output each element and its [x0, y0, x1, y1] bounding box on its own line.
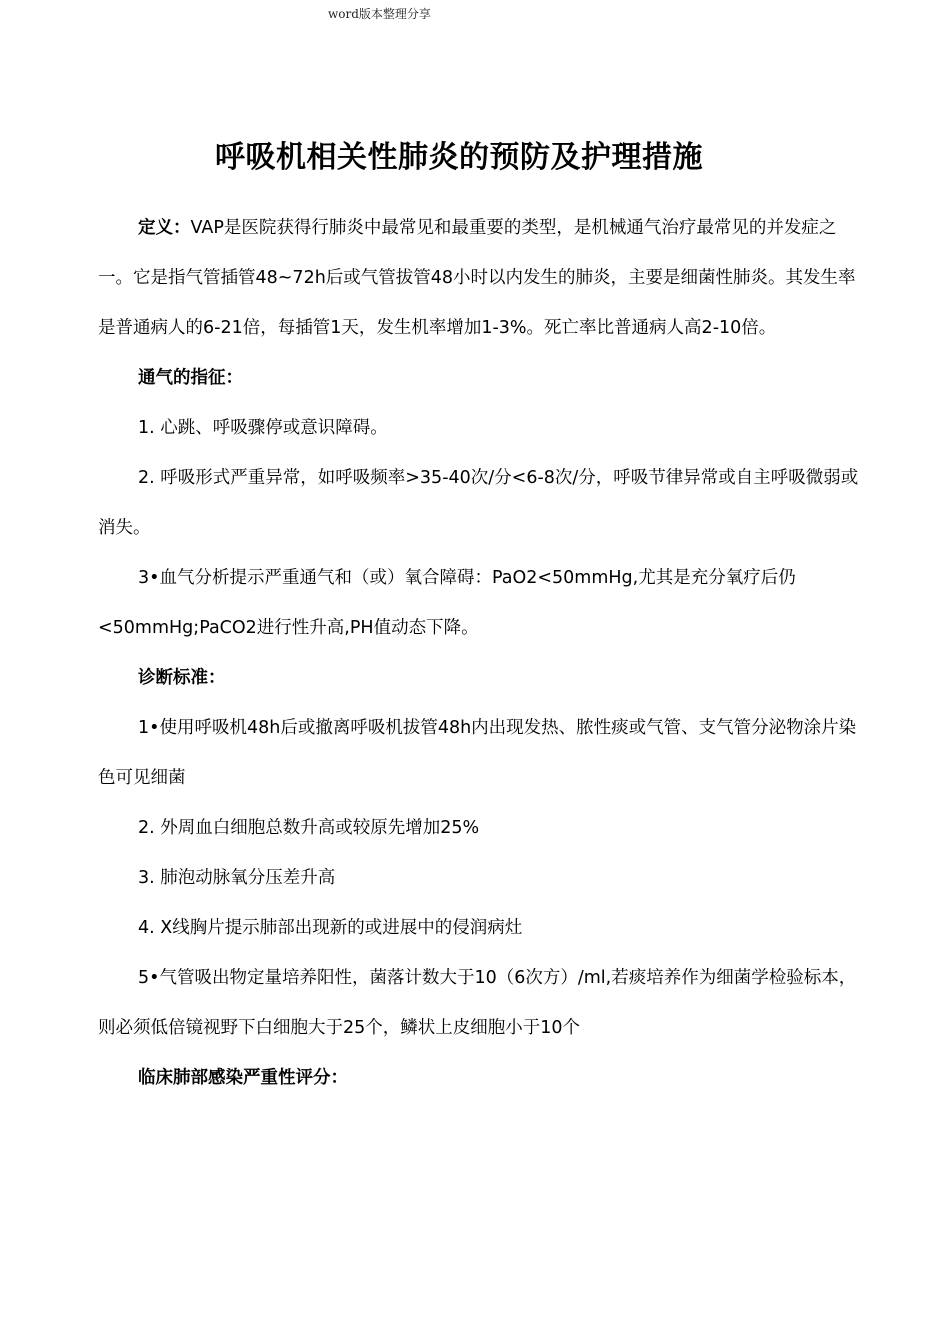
ventilation-indications-heading: 通气的指征： — [138, 368, 243, 388]
clinical-score-heading: 临床肺部感染严重性评分： — [138, 1068, 348, 1088]
definition-label: 定义： — [138, 218, 191, 238]
list-item: 2. 外周血白细胞总数升高或较原先增加25% — [138, 818, 480, 838]
list-item: 2. 呼吸形式严重异常，如呼吸频率>35-40次/分<6-8次/分，呼吸节律异常或自主呼吸微弱或消失。 — [98, 468, 859, 538]
document-title: 呼吸机相关性肺炎的预防及护理措施 — [215, 140, 703, 175]
diagnostic-criteria-heading: 诊断标准： — [138, 668, 226, 688]
definition-text: VAP是医院获得行肺炎中最常见和最重要的类型，是机械通气治疗最常见的并发症之一。它是指气管插管48~72h后或气管拔管48小时以内发生的肺炎，主要是细菌性肺炎。其发生率是普通病人的6-21倍，每插管1天，发生机率增加1-3%。死亡率比普通病人高2-10倍。 — [98, 218, 856, 338]
definition-paragraph — [98, 203, 870, 353]
list-item: 3•血气分析提示严重通气和（或）氧合障碍：PaO2<50mmHg,尤其是充分氧疗后仍<50mmHg;PaCO2进行性升高,PH值动态下降。 — [98, 568, 796, 638]
header-note: word版本整理分享 — [328, 7, 431, 21]
document-body — [98, 203, 870, 1103]
list-item: 1. 心跳、呼吸骤停或意识障碍。 — [138, 418, 388, 438]
list-item: 4. X线胸片提示肺部出现新的或进展中的侵润病灶 — [138, 918, 523, 938]
list-item: 1•使用呼吸机48h后或撤离呼吸机拔管48h内出现发热、脓性痰或气管、支气管分泌物涂片染色可见细菌 — [98, 718, 857, 788]
list-item: 5•气管吸出物定量培养阳性，菌落计数大于10（6次方）/ml,若痰培养作为细菌学检验标本，则必须低倍镜视野下白细胞大于25个，鳞状上皮细胞小于10个 — [98, 968, 857, 1038]
list-item: 3. 肺泡动脉氧分压差升高 — [138, 868, 336, 888]
